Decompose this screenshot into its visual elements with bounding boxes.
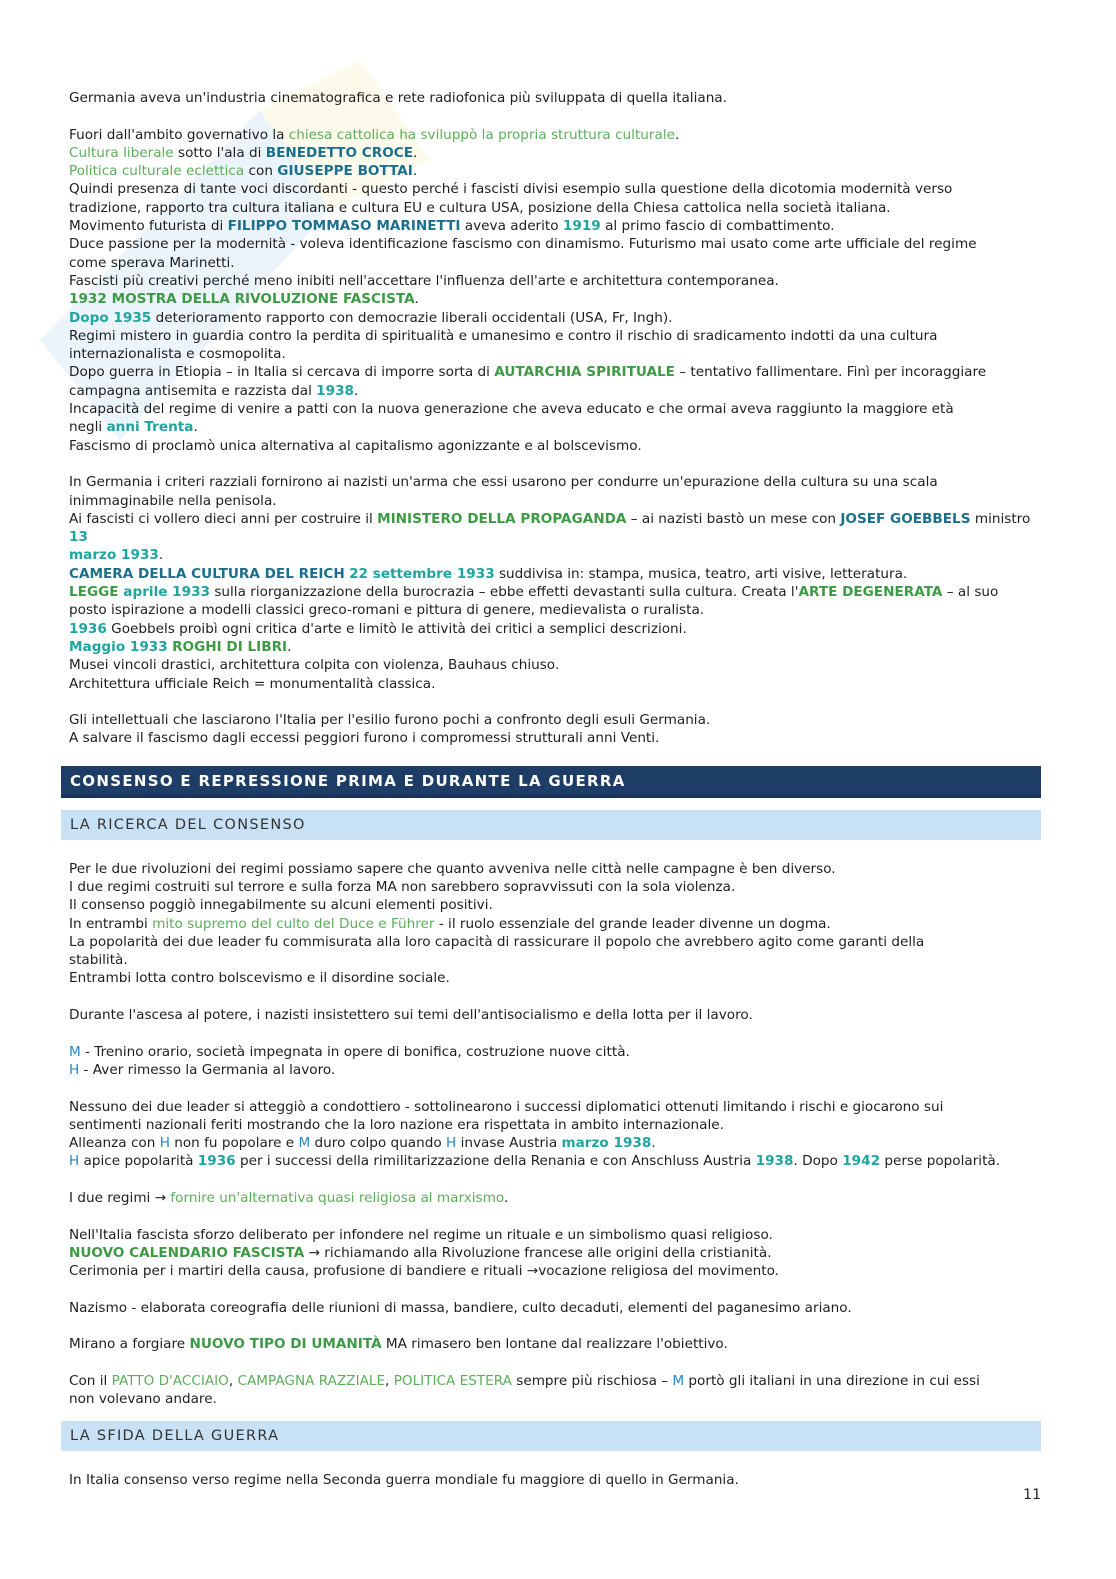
text-line	[69, 1061, 1049, 1079]
section-ricerca-consenso	[69, 860, 1049, 1409]
text-run: inimmaginabile nella penisola.	[69, 492, 277, 509]
text-run: In Germania i criteri razziali fornirono ai nazisti un'arma che essi usarono per condurre un'epurazione della cultura su una scala	[69, 474, 938, 491]
highlight-text: NUOVO TIPO DI UMANITÀ	[189, 1336, 382, 1353]
highlight-text: aprile 1933	[123, 584, 211, 601]
subsection-heading-ricerca-consenso: LA RICERCA DEL CONSENSO	[61, 810, 1041, 840]
text-run: per i successi della rimilitarizzazione della Renania e con Anschluss Austria	[235, 1153, 756, 1170]
highlight-text: GIUSEPPE BOTTAI	[277, 163, 413, 180]
text-line	[69, 1299, 1049, 1317]
text-run: stabilità.	[69, 952, 128, 969]
section-intro	[69, 89, 1049, 748]
blank-line	[69, 107, 1049, 125]
highlight-text: CAMERA DELLA CULTURA DEL REICH	[69, 565, 345, 582]
blank-line	[69, 1317, 1049, 1335]
blank-line	[69, 455, 1049, 473]
highlight-text: 1938	[755, 1153, 794, 1170]
text-run: I due regimi →	[69, 1190, 171, 1207]
highlight-text: M	[69, 1043, 81, 1060]
text-line	[69, 933, 1049, 951]
highlight-text: 1936	[197, 1153, 236, 1170]
text-line	[69, 951, 1049, 969]
text-line	[69, 601, 1049, 619]
highlight-text: Dopo 1935	[69, 309, 152, 326]
text-run: Per le due rivoluzioni dei regimi possiamo sapere che quanto avveniva nelle città nelle campagne è ben diverso.	[69, 860, 836, 877]
text-run: Fascisti più creativi perché meno inibiti nell'accettare l'influenza dell'arte e architettura contemporanea.	[69, 272, 779, 289]
text-run: aveva aderito	[460, 218, 563, 235]
highlight-text: ROGHI DI LIBRI	[172, 638, 288, 655]
document-body	[69, 89, 1049, 1489]
text-run: non fu popolare e	[169, 1135, 299, 1152]
highlight-text: marzo 1938	[561, 1135, 652, 1152]
text-run: - Trenino orario, società impegnata in opere di bonifica, costruzione nuove città.	[80, 1043, 630, 1060]
section-sfida-guerra	[69, 1471, 1049, 1489]
text-run: ,	[228, 1373, 238, 1389]
text-run: non volevano andare.	[69, 1391, 217, 1408]
text-line	[69, 272, 1049, 290]
text-run: ministro	[970, 510, 1031, 527]
text-line	[69, 1226, 1049, 1244]
text-line	[69, 1335, 1049, 1353]
text-run: sentimenti nazionali feriti mostrando che la loro nazione era rispettata in ambito internazionale.	[69, 1116, 724, 1133]
highlight-text: mito supremo del culto del Duce e Führer	[152, 915, 435, 932]
text-line	[69, 546, 1049, 564]
text-line	[69, 565, 1049, 583]
text-line	[69, 1262, 1049, 1280]
highlight-text: FILIPPO TOMMASO MARINETTI	[227, 218, 461, 235]
text-run: internazionalista e cosmopolita.	[69, 346, 286, 363]
highlight-text: 13	[69, 529, 88, 546]
highlight-text: NUOVO CALENDARIO FASCISTA	[69, 1244, 305, 1261]
blank-line	[69, 1024, 1049, 1042]
highlight-text: Maggio 1933	[69, 638, 168, 655]
text-run: In Italia consenso verso regime nella Seconda guerra mondiale fu maggiore di quello in Germania.	[69, 1471, 739, 1488]
text-run: .	[412, 163, 418, 180]
text-line	[69, 1189, 1049, 1207]
text-run: apice popolarità	[79, 1153, 198, 1170]
text-run: Regimi mistero in guardia contro la perdita di spiritualità e umanesimo e contro il rischio di sradicamento indotti da una cultura	[69, 327, 938, 344]
text-line	[69, 675, 1049, 693]
text-line	[69, 1098, 1049, 1116]
text-line	[69, 1116, 1049, 1134]
text-run: .	[158, 547, 164, 564]
highlight-text: LEGGE	[69, 584, 124, 601]
text-line	[69, 418, 1049, 436]
text-run: tradizione, rapporto tra cultura italiana e cultura EU e cultura USA, posizione della Chiesa cattolica nella società italiana.	[69, 199, 891, 216]
text-line	[69, 290, 1049, 308]
highlight-text: marzo 1933	[69, 547, 159, 564]
text-run: .	[287, 638, 292, 655]
text-run: sulla riorganizzazione della burocrazia – ebbe effetti devastanti sulla cultura. Creata l'	[210, 584, 799, 601]
text-line	[69, 473, 1049, 491]
text-line	[69, 400, 1049, 418]
highlight-text: 1936	[69, 620, 107, 637]
highlight-text: 22 settembre 1933	[349, 565, 495, 582]
text-run: Nessuno dei due leader si atteggiò a condottiero - sottolinearono i successi diplomatici ottenuti limitando i rischi e giocarono sui	[69, 1098, 944, 1115]
text-run: I due regimi costruiti sul terrore e sulla forza MA non sarebbero sopravvissuti con la sola violenza.	[69, 878, 736, 895]
text-run: sotto l'ala di	[173, 144, 266, 161]
blank-line	[69, 1079, 1049, 1097]
text-run: .	[193, 419, 198, 436]
text-run: suddivisa in: stampa, musica, teatro, arti visive, letteratura.	[494, 565, 908, 582]
highlight-text: chiesa cattolica ha sviluppò la propria struttura culturale	[288, 126, 675, 143]
text-line	[69, 89, 1049, 107]
text-run: Alleanza con	[69, 1135, 160, 1152]
text-run: Gli intellettuali che lasciarono l'Italia per l'esilio furono pochi a confronto degli esuli Germania.	[69, 712, 711, 729]
text-run: La popolarità dei due leader fu commisurata alla loro capacità di rassicurare il popolo che avrebbero agito come garanti della	[69, 933, 925, 950]
text-run: - il ruolo essenziale del grande leader divenne un dogma.	[434, 915, 831, 932]
text-run: Musei vincoli drastici, architettura colpita con violenza, Bauhaus chiuso.	[69, 657, 560, 674]
text-run: Architettura ufficiale Reich = monumentalità classica.	[69, 675, 436, 692]
text-line	[69, 1372, 1049, 1390]
text-run: – al suo	[942, 584, 999, 601]
text-run: sempre più rischiosa –	[511, 1373, 673, 1389]
blank-line	[69, 1207, 1049, 1225]
text-run: Nazismo - elaborata coreografia delle riunioni di massa, bandiere, culto decaduti, elementi del paganesimo ariano.	[69, 1299, 852, 1316]
blank-line	[69, 693, 1049, 711]
highlight-text: fornire un'alternativa quasi religiosa al marxismo	[170, 1190, 504, 1207]
text-run: – tentativo fallimentare. Finì per incoraggiare	[674, 364, 987, 381]
text-run: al primo fascio di combattimento.	[600, 218, 835, 235]
highlight-text: PATTO D'ACCIAIO	[111, 1373, 229, 1389]
text-run: Quindi presenza di tante voci discordanti - questo perché i fascisti divisi esempio sulla questione della dicotomia modernità verso	[69, 181, 953, 198]
text-line	[69, 638, 1049, 656]
text-line	[69, 878, 1049, 896]
text-run: .	[651, 1135, 656, 1152]
text-line	[69, 180, 1049, 198]
text-run: .	[674, 126, 680, 143]
text-line	[69, 217, 1049, 235]
text-line	[69, 1134, 1049, 1152]
highlight-text: AUTARCHIA SPIRITUALE	[494, 364, 675, 381]
highlight-text: anni Trenta	[106, 419, 194, 436]
section-heading-main: CONSENSO E REPRESSIONE PRIMA E DURANTE LA GUERRA	[61, 766, 1041, 798]
text-run: Durante l'ascesa al potere, i nazisti insistettero sui temi dell'antisocialismo e della lotta per il lavoro.	[69, 1007, 753, 1024]
text-run: A salvare il fascismo dagli eccessi peggiori furono i compromessi strutturali anni Venti.	[69, 730, 660, 747]
highlight-text: MINISTERO DELLA PROPAGANDA	[377, 510, 627, 527]
highlight-text: ARTE DEGENERATA	[798, 584, 943, 601]
text-run: Dopo guerra in Etiopia – in Italia si cercava di imporre sorta di	[69, 364, 495, 381]
text-line	[69, 382, 1049, 400]
text-run: invase Austria	[456, 1135, 562, 1152]
text-run: Germania aveva un'industria cinematografica e rete radiofonica più sviluppata di quella italiana.	[69, 90, 727, 106]
highlight-text: 1938	[316, 382, 355, 399]
text-run: - Aver rimesso la Germania al lavoro.	[79, 1061, 336, 1078]
text-line	[69, 896, 1049, 914]
text-line	[69, 729, 1049, 747]
blank-line	[69, 1171, 1049, 1189]
text-run: Ai fascisti ci vollero dieci anni per costruire il	[69, 510, 378, 527]
text-line	[69, 1390, 1049, 1408]
text-line	[69, 235, 1049, 253]
text-line	[69, 915, 1049, 933]
text-line	[69, 162, 1049, 180]
text-run: Incapacità del regime di venire a patti con la nuova generazione che aveva educato e che ormai aveva raggiunto la maggiore età	[69, 401, 954, 418]
text-run: Duce passione per la modernità - voleva identificazione fascismo con dinamismo. Futurismo mai usato come arte ufficiale del regime	[69, 236, 977, 253]
text-line	[69, 656, 1049, 674]
text-line	[69, 345, 1049, 363]
text-run: duro colpo quando	[310, 1135, 447, 1152]
text-run: ,	[385, 1373, 394, 1389]
text-line	[69, 711, 1049, 729]
text-run: portò gli italiani in una direzione in cui essi	[684, 1373, 980, 1389]
text-run: Nell'Italia fascista sforzo deliberato per infondere nel regime un rituale e un simbolismo quasi religioso.	[69, 1226, 773, 1243]
text-run: .	[354, 382, 359, 399]
text-run: .	[503, 1190, 509, 1207]
text-line	[69, 254, 1049, 272]
highlight-text: H	[69, 1153, 80, 1170]
text-line	[69, 860, 1049, 878]
text-run: con	[244, 163, 278, 180]
text-line	[69, 1152, 1049, 1170]
text-run: deterioramento rapporto con democrazie liberali occidentali (USA, Fr, Ingh).	[151, 309, 673, 326]
text-run: . Dopo	[793, 1153, 843, 1170]
highlight-text: Cultura liberale	[69, 144, 174, 161]
highlight-text: BENEDETTO CROCE	[265, 144, 414, 161]
text-line	[69, 309, 1049, 327]
text-line	[69, 363, 1049, 381]
text-run: Il consenso poggiò innegabilmente su alcuni elementi positivi.	[69, 897, 493, 914]
text-line	[69, 1006, 1049, 1024]
highlight-text: 1919	[562, 218, 601, 235]
text-run: – ai nazisti bastò un mese con	[626, 510, 841, 527]
text-line	[69, 144, 1049, 162]
text-run: Fascismo di proclamò unica alternativa al capitalismo agonizzante e al bolscevismo.	[69, 437, 642, 454]
highlight-text: CAMPAGNA RAZZIALE	[237, 1373, 386, 1389]
highlight-text: Politica culturale eclettica	[69, 163, 245, 180]
highlight-text: M	[298, 1135, 311, 1152]
text-run: .	[414, 291, 419, 308]
highlight-text: POLITICA ESTERA	[393, 1373, 512, 1389]
text-run: .	[413, 144, 418, 161]
text-run: Fuori dall'ambito governativo la	[69, 126, 289, 143]
blank-line	[69, 1354, 1049, 1372]
highlight-text: 1942	[842, 1153, 881, 1170]
text-line	[69, 437, 1049, 455]
text-run: Entrambi lotta contro bolscevismo e il disordine sociale.	[69, 970, 450, 987]
subsection-heading-sfida-guerra: LA SFIDA DELLA GUERRA	[61, 1421, 1041, 1451]
text-run: Cerimonia per i martiri della causa, profusione di bandiere e rituali →vocazione religiosa del movimento.	[69, 1263, 779, 1280]
text-line	[69, 620, 1049, 638]
text-line	[69, 1244, 1049, 1262]
text-run: Goebbels proibì ogni critica d'arte e limitò le attività dei critici a semplici descrizioni.	[106, 620, 687, 637]
text-line	[69, 510, 1049, 547]
text-run: → richiamando alla Rivoluzione francese alle origini della cristianità.	[304, 1244, 772, 1261]
text-run: come sperava Marinetti.	[69, 254, 235, 271]
text-line	[69, 969, 1049, 987]
page-number: 11	[1023, 1487, 1041, 1503]
highlight-text: 1932 MOSTRA DELLA RIVOLUZIONE FASCISTA	[69, 291, 415, 308]
highlight-text: H	[159, 1135, 170, 1152]
text-run: negli	[69, 419, 107, 436]
highlight-text: H	[446, 1135, 457, 1152]
text-run: MA rimasero ben lontane dal realizzare l'obiettivo.	[381, 1336, 728, 1353]
blank-line	[69, 1281, 1049, 1299]
text-line	[69, 492, 1049, 510]
text-run: Con il	[69, 1373, 112, 1389]
highlight-text: H	[69, 1061, 80, 1078]
text-run: In entrambi	[69, 915, 153, 932]
text-run: campagna antisemita e razzista dal	[69, 382, 317, 399]
highlight-text: JOSEF GOEBBELS	[840, 510, 971, 527]
text-run: perse popolarità.	[880, 1153, 1001, 1170]
highlight-text: M	[672, 1373, 685, 1389]
text-line	[69, 126, 1049, 144]
text-run: posto ispirazione a modelli classici greco-romani e pittura di genere, medievalista o ruralista.	[69, 602, 705, 619]
text-line	[69, 1471, 1049, 1489]
text-line	[69, 199, 1049, 217]
text-line	[69, 327, 1049, 345]
text-line	[69, 1043, 1049, 1061]
blank-line	[69, 988, 1049, 1006]
text-run: Movimento futurista di	[69, 218, 228, 235]
text-run: Mirano a forgiare	[69, 1336, 190, 1353]
text-line	[69, 583, 1049, 601]
